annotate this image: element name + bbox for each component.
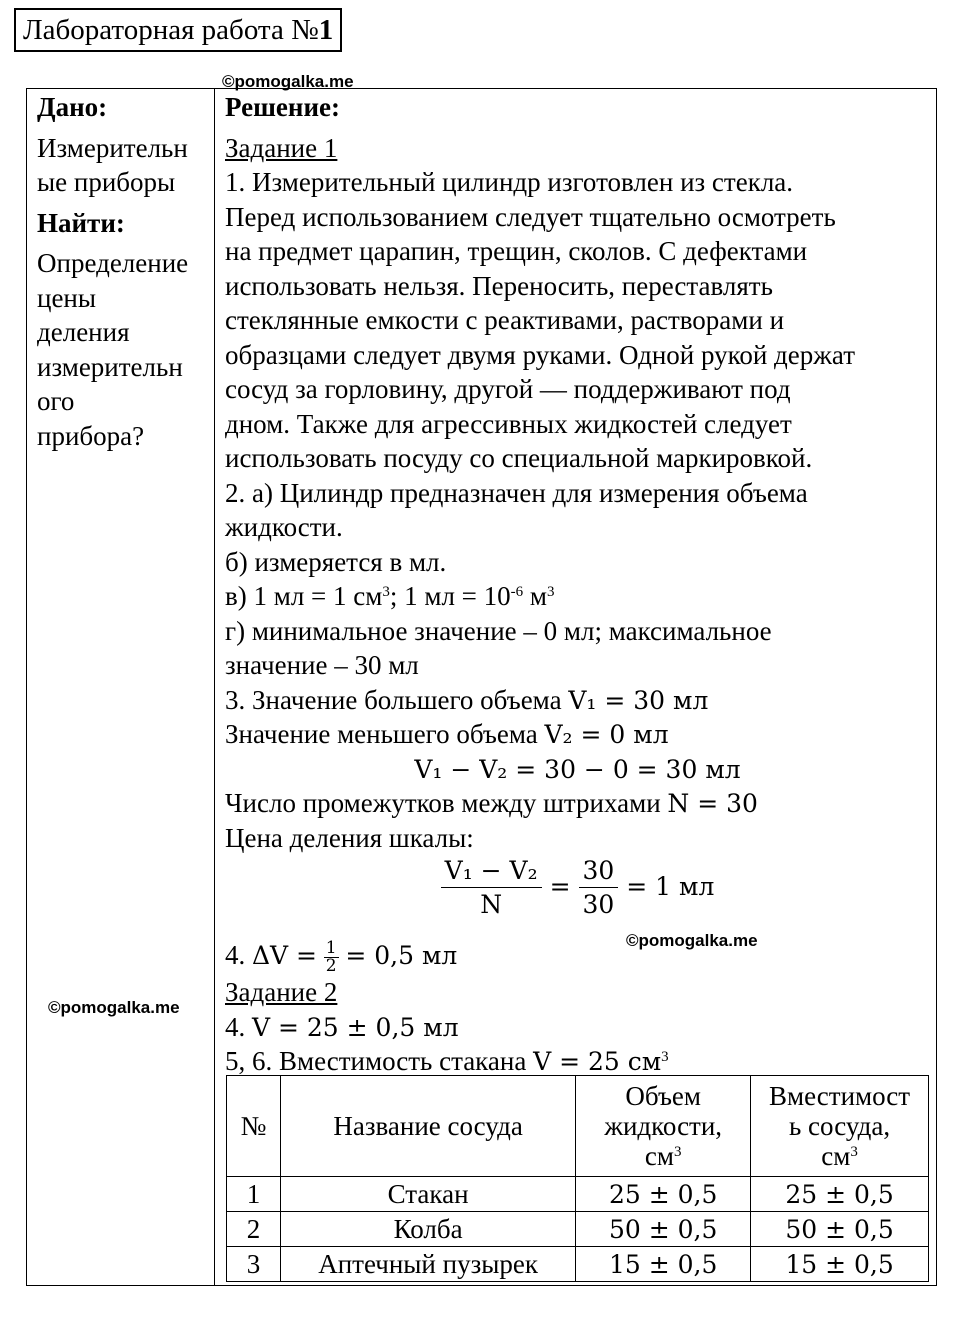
results-table bbox=[226, 1075, 929, 1282]
paragraph-line: 2. а) Цилиндр предназначен для измерения объема bbox=[225, 477, 808, 508]
paragraph-line: б) измеряется в мл. bbox=[225, 546, 447, 577]
intervals-line: Число промежутков между штрихами N = 30 bbox=[225, 788, 758, 818]
page-title bbox=[14, 8, 342, 52]
capacity-line: 5, 6. Вместимость стакана V = 25 $см^3$ bbox=[225, 1046, 669, 1076]
header-cell: Вместимост ь сосуда, $см^3$ bbox=[751, 1076, 929, 1177]
paragraph-line: использовать посуду со специальной маркировкой. bbox=[225, 443, 813, 473]
paragraph-line: значение – 30 мл bbox=[225, 650, 419, 680]
find-line: Определение bbox=[37, 248, 189, 278]
fraction: $\frac{\text{V₁ − V₂}}{N}$ bbox=[441, 855, 542, 922]
watermark: ©pomogalka.me bbox=[48, 998, 180, 1017]
math-expression: V₁ = 30 мл bbox=[568, 685, 709, 715]
paragraph-line: Перед использованием следует тщательно осмотреть bbox=[225, 201, 836, 232]
paragraph-line: на предмет царапин, трещин, сколов. С дефектами bbox=[225, 236, 808, 266]
volume-line: 3. Значение большего объема V₁ = 30 мл bbox=[225, 684, 709, 715]
column-divider bbox=[214, 88, 215, 1286]
title-text: Лабораторная работа № bbox=[23, 14, 319, 46]
solution-heading: Решение: bbox=[225, 92, 340, 122]
header-cell: Объем жидкости, $см^3$ bbox=[576, 1076, 751, 1177]
difference-line bbox=[225, 752, 930, 787]
table-row: 1 Стакан 25 ± 0,5 25 ± 0,5 bbox=[227, 1177, 929, 1212]
small-fraction: $\frac{1}{2}$ bbox=[325, 938, 337, 977]
paragraph-line: сосуд за горловину, другой — поддерживают под bbox=[225, 374, 791, 404]
paragraph-line: Цена деления шкалы: bbox=[225, 822, 474, 853]
division-value-formula: $\frac{\text{V₁ − V₂}}{N}$ = $\frac{30}{30}$ = 1 мл bbox=[225, 855, 930, 935]
paragraph-line: жидкости. bbox=[225, 512, 343, 542]
math-expression: V₂ = 0 мл bbox=[544, 720, 669, 749]
paragraph-line: г) минимальное значение – 0 мл; максимальное bbox=[225, 615, 772, 646]
measurement-line: 4. V = 25 ± 0,5 мл bbox=[225, 1011, 459, 1042]
watermark: ©pomogalka.me bbox=[222, 72, 354, 91]
find-heading: Найти: bbox=[37, 207, 125, 238]
table-row: 3 Аптечный пузырек 15 ± 0,5 15 ± 0,5 bbox=[227, 1247, 929, 1282]
fraction: $\frac{30}{30}$ bbox=[579, 855, 619, 922]
unit-conversion-line: в) 1 мл = 1 $см^3$; 1 мл = $10^{-6}$ $м^3$ bbox=[225, 581, 555, 611]
table-header-row bbox=[227, 1076, 929, 1177]
paragraph-line: дном. Также для агрессивных жидкостей следует bbox=[225, 408, 792, 439]
given-heading: Дано: bbox=[37, 92, 108, 122]
math-expression: N = 30 bbox=[667, 789, 758, 818]
given-line: Измерительн bbox=[37, 132, 188, 163]
paragraph-line: образцами следует двумя руками. Одной рукой держат bbox=[225, 339, 856, 370]
solution-column bbox=[225, 90, 930, 1079]
table-row: 2 Колба 50 ± 0,5 50 ± 0,5 bbox=[227, 1212, 929, 1247]
paragraph-line: использовать нельзя. Переносить, переставлять bbox=[225, 270, 773, 301]
task1-heading: Задание 1 bbox=[225, 132, 338, 163]
find-line: цены bbox=[37, 282, 97, 313]
math-expression: V₁ − V₂ = 30 − 0 = 30 мл bbox=[414, 754, 741, 784]
error-line: 4. ΔV = $\frac{1}{2}$ = 0,5 мл bbox=[225, 938, 458, 977]
header-cell: Название сосуда bbox=[280, 1076, 575, 1177]
watermark: ©pomogalka.me bbox=[626, 931, 758, 950]
paragraph-line: стеклянные емкости с реактивами, растворами и bbox=[225, 305, 785, 335]
task2-heading: Задание 2 bbox=[225, 977, 338, 1007]
paragraph-line: 1. Измерительный цилиндр изготовлен из стекла. bbox=[225, 167, 794, 197]
given-line: ые приборы bbox=[37, 167, 176, 197]
find-line: ого bbox=[37, 386, 75, 416]
find-line: деления bbox=[37, 317, 130, 347]
find-line: прибора? bbox=[37, 420, 145, 451]
header-cell: № bbox=[227, 1076, 281, 1177]
given-column bbox=[37, 90, 209, 453]
find-line: измерительн bbox=[37, 351, 183, 382]
title-number: 1 bbox=[318, 14, 334, 46]
volume-line: Значение меньшего объема V₂ = 0 мл bbox=[225, 719, 669, 749]
